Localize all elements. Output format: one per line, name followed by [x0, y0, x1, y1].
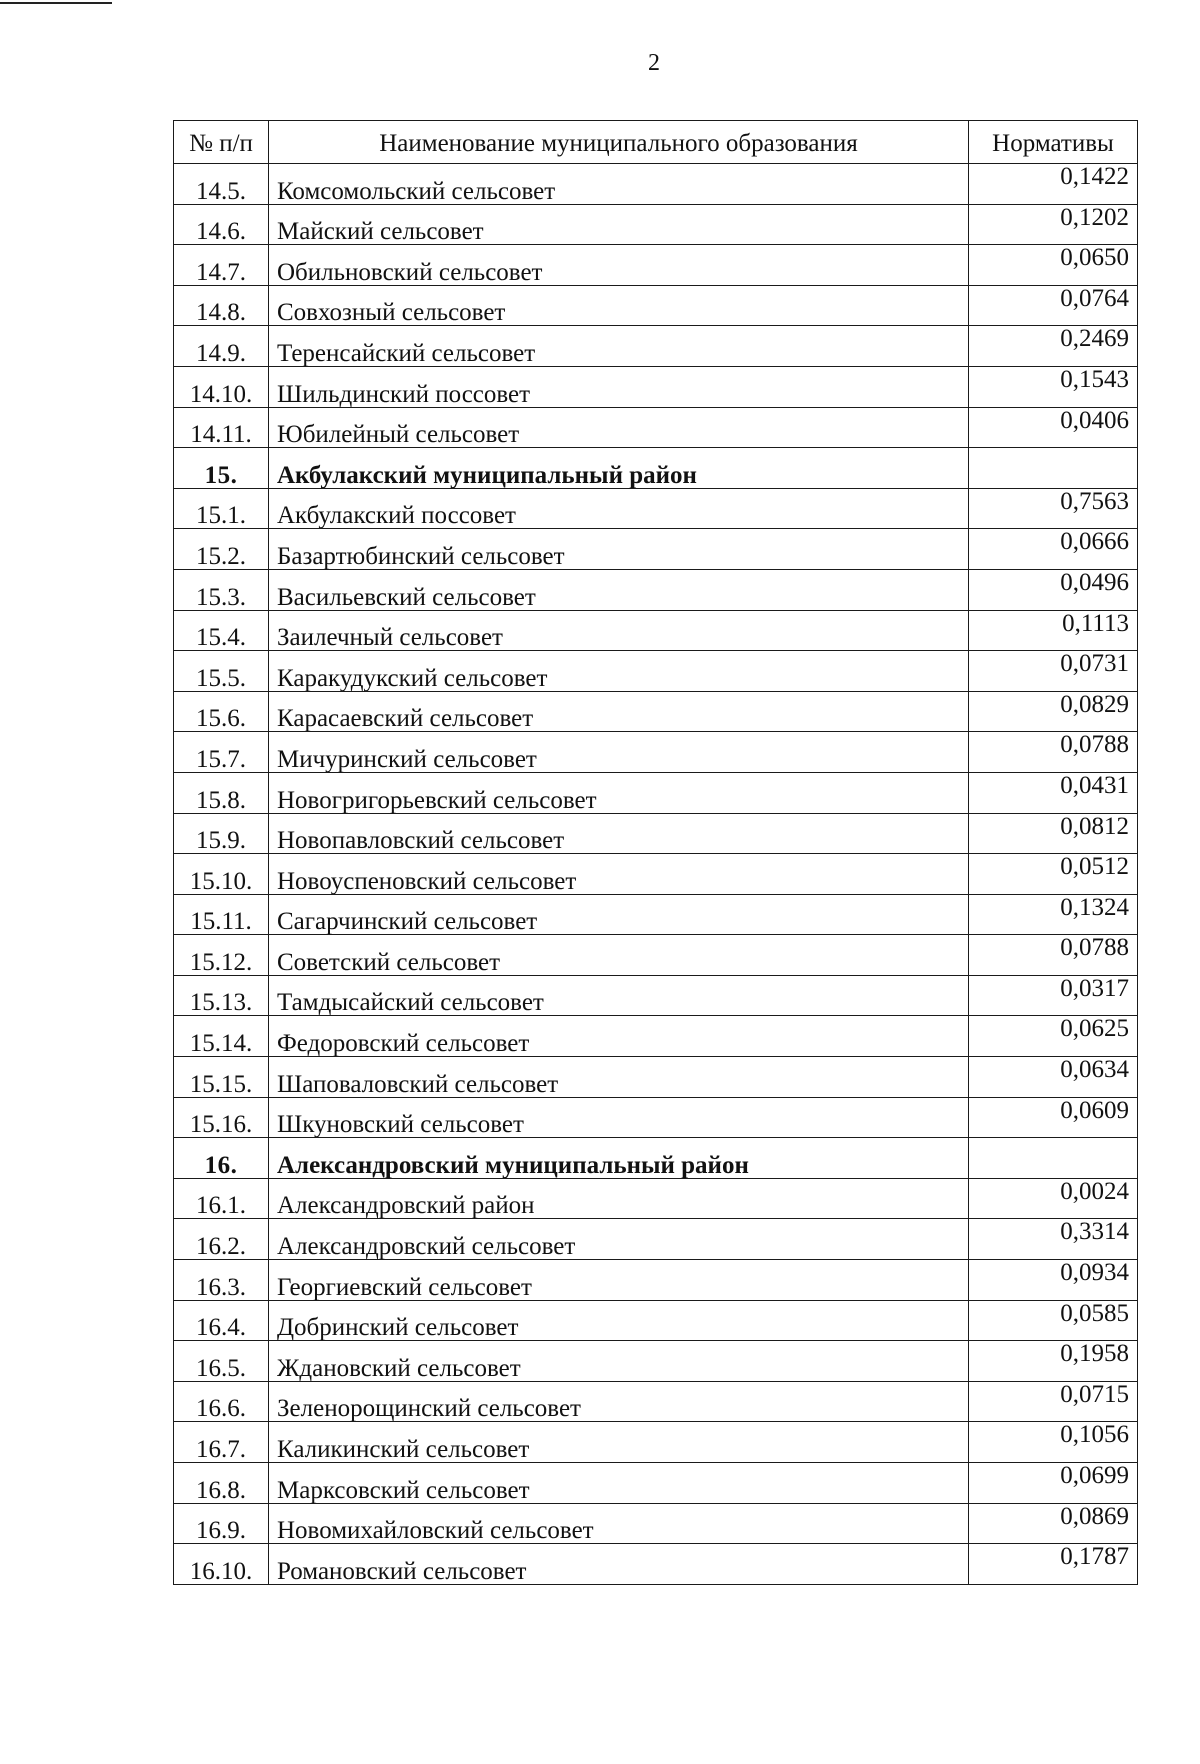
table-row — [174, 1463, 1138, 1504]
table-row — [174, 1016, 1138, 1057]
norm-value: 0,0406 — [969, 407, 1138, 448]
municipality-name: Мичуринский сельсовет — [269, 732, 969, 773]
table-row — [174, 407, 1138, 448]
norm-value: 0,1324 — [969, 894, 1138, 935]
row-number: 15.13. — [174, 975, 269, 1016]
norm-value — [969, 1138, 1138, 1179]
row-number: 16.4. — [174, 1300, 269, 1341]
municipality-name: Федоровский сельсовет — [269, 1016, 969, 1057]
row-number: 16.10. — [174, 1544, 269, 1585]
top-edge-mark — [0, 2, 112, 4]
row-number: 15.5. — [174, 651, 269, 692]
norm-value: 0,0496 — [969, 569, 1138, 610]
row-number: 14.6. — [174, 204, 269, 245]
row-number: 15.3. — [174, 569, 269, 610]
header-name: Наименование муниципального образования — [269, 121, 969, 164]
municipality-name: Шильдинский поссовет — [269, 366, 969, 407]
norm-value: 0,0585 — [969, 1300, 1138, 1341]
norm-value — [969, 448, 1138, 489]
norm-value: 0,0634 — [969, 1057, 1138, 1098]
norm-value: 0,1113 — [969, 610, 1138, 651]
row-number: 14.11. — [174, 407, 269, 448]
municipality-name: Каракудукский сельсовет — [269, 651, 969, 692]
row-number: 16.2. — [174, 1219, 269, 1260]
row-number: 14.7. — [174, 245, 269, 286]
table-row — [174, 245, 1138, 286]
table-group-row — [174, 1138, 1138, 1179]
row-number: 15.2. — [174, 529, 269, 570]
table-row — [174, 1057, 1138, 1098]
norm-value: 0,0869 — [969, 1503, 1138, 1544]
municipality-name: Советский сельсовет — [269, 935, 969, 976]
row-number: 15.7. — [174, 732, 269, 773]
norm-value: 0,0699 — [969, 1463, 1138, 1504]
table-row — [174, 366, 1138, 407]
municipality-name: Новогригорьевский сельсовет — [269, 772, 969, 813]
norm-value: 0,1958 — [969, 1341, 1138, 1382]
row-number: 16.3. — [174, 1260, 269, 1301]
district-name: Александровский муниципальный район — [269, 1138, 969, 1179]
table-row — [174, 854, 1138, 895]
table-row — [174, 1219, 1138, 1260]
municipality-name: Шаповаловский сельсовет — [269, 1057, 969, 1098]
municipality-name: Базартюбинский сельсовет — [269, 529, 969, 570]
municipality-name: Зеленорощинский сельсовет — [269, 1381, 969, 1422]
municipality-name: Добринский сельсовет — [269, 1300, 969, 1341]
table-row — [174, 935, 1138, 976]
table-row — [174, 813, 1138, 854]
norm-value: 0,0625 — [969, 1016, 1138, 1057]
table-row — [174, 1503, 1138, 1544]
municipality-name: Совхозный сельсовет — [269, 285, 969, 326]
municipality-name: Заилечный сельсовет — [269, 610, 969, 651]
header-value: Нормативы — [969, 121, 1138, 164]
row-number: 15.9. — [174, 813, 269, 854]
table-row — [174, 1300, 1138, 1341]
municipality-name: Юбилейный сельсовет — [269, 407, 969, 448]
row-number: 15.8. — [174, 772, 269, 813]
norm-value: 0,0731 — [969, 651, 1138, 692]
table-row — [174, 164, 1138, 205]
table-row — [174, 1260, 1138, 1301]
row-number: 15.6. — [174, 691, 269, 732]
row-number: 15.16. — [174, 1097, 269, 1138]
norm-value: 0,0829 — [969, 691, 1138, 732]
table-row — [174, 1422, 1138, 1463]
table-body — [174, 164, 1138, 1585]
norm-value: 0,0650 — [969, 245, 1138, 286]
table-row — [174, 569, 1138, 610]
page-number: 2 — [648, 50, 660, 76]
municipality-name: Георгиевский сельсовет — [269, 1260, 969, 1301]
municipality-name: Марксовский сельсовет — [269, 1463, 969, 1504]
row-number: 15.14. — [174, 1016, 269, 1057]
table-row — [174, 610, 1138, 651]
norm-value: 0,3314 — [969, 1219, 1138, 1260]
municipality-name: Александровский сельсовет — [269, 1219, 969, 1260]
municipality-name: Карасаевский сельсовет — [269, 691, 969, 732]
row-number: 15.4. — [174, 610, 269, 651]
table-row — [174, 1544, 1138, 1585]
norm-value: 0,1202 — [969, 204, 1138, 245]
norm-value: 0,0715 — [969, 1381, 1138, 1422]
norm-value: 0,7563 — [969, 488, 1138, 529]
municipality-name: Александровский район — [269, 1178, 969, 1219]
row-number: 14.5. — [174, 164, 269, 205]
norm-value: 0,0788 — [969, 732, 1138, 773]
table-row — [174, 1341, 1138, 1382]
row-number: 16.9. — [174, 1503, 269, 1544]
row-number: 16.1. — [174, 1178, 269, 1219]
municipality-name: Акбулакский поссовет — [269, 488, 969, 529]
norm-value: 0,0812 — [969, 813, 1138, 854]
municipality-name: Романовский сельсовет — [269, 1544, 969, 1585]
norm-value: 0,0764 — [969, 285, 1138, 326]
table-row — [174, 691, 1138, 732]
row-number: 15.11. — [174, 894, 269, 935]
table-row — [174, 326, 1138, 367]
norm-value: 0,0934 — [969, 1260, 1138, 1301]
row-number: 14.9. — [174, 326, 269, 367]
district-name: Акбулакский муниципальный район — [269, 448, 969, 489]
norm-value: 0,1422 — [969, 164, 1138, 205]
norm-value: 0,1543 — [969, 366, 1138, 407]
row-number: 14.8. — [174, 285, 269, 326]
table-row — [174, 488, 1138, 529]
municipality-name: Каликинский сельсовет — [269, 1422, 969, 1463]
row-number: 16.7. — [174, 1422, 269, 1463]
table-row — [174, 651, 1138, 692]
header-num: № п/п — [174, 121, 269, 164]
norms-table — [173, 120, 1138, 1585]
row-number: 16.5. — [174, 1341, 269, 1382]
municipality-name: Новомихайловский сельсовет — [269, 1503, 969, 1544]
table-row — [174, 975, 1138, 1016]
municipality-name: Сагарчинский сельсовет — [269, 894, 969, 935]
norm-value: 0,0788 — [969, 935, 1138, 976]
municipality-name: Шкуновский сельсовет — [269, 1097, 969, 1138]
norm-value: 0,1787 — [969, 1544, 1138, 1585]
row-number: 15.1. — [174, 488, 269, 529]
norm-value: 0,0431 — [969, 772, 1138, 813]
table-row — [174, 204, 1138, 245]
norm-value: 0,0666 — [969, 529, 1138, 570]
row-number: 15.15. — [174, 1057, 269, 1098]
table-row — [174, 1097, 1138, 1138]
municipality-name: Новопавловский сельсовет — [269, 813, 969, 854]
norm-value: 0,0512 — [969, 854, 1138, 895]
table-row — [174, 529, 1138, 570]
municipality-name: Васильевский сельсовет — [269, 569, 969, 610]
table-row — [174, 1381, 1138, 1422]
norm-value: 0,0024 — [969, 1178, 1138, 1219]
municipality-name: Теренсайский сельсовет — [269, 326, 969, 367]
municipality-name: Тамдысайский сельсовет — [269, 975, 969, 1016]
norm-value: 0,2469 — [969, 326, 1138, 367]
norm-value: 0,0609 — [969, 1097, 1138, 1138]
row-number: 14.10. — [174, 366, 269, 407]
municipality-name: Ждановский сельсовет — [269, 1341, 969, 1382]
row-number: 16.6. — [174, 1381, 269, 1422]
table-group-row — [174, 448, 1138, 489]
row-number: 16.8. — [174, 1463, 269, 1504]
table-row — [174, 285, 1138, 326]
norm-value: 0,1056 — [969, 1422, 1138, 1463]
table-row — [174, 732, 1138, 773]
table-row — [174, 1178, 1138, 1219]
table-header-row — [174, 121, 1138, 164]
table-row — [174, 772, 1138, 813]
municipality-name: Комсомольский сельсовет — [269, 164, 969, 205]
municipality-name: Новоуспеновский сельсовет — [269, 854, 969, 895]
row-number: 15.12. — [174, 935, 269, 976]
row-number: 16. — [174, 1138, 269, 1179]
norm-value: 0,0317 — [969, 975, 1138, 1016]
municipality-name: Обильновский сельсовет — [269, 245, 969, 286]
row-number: 15.10. — [174, 854, 269, 895]
table-row — [174, 894, 1138, 935]
row-number: 15. — [174, 448, 269, 489]
municipality-name: Майский сельсовет — [269, 204, 969, 245]
